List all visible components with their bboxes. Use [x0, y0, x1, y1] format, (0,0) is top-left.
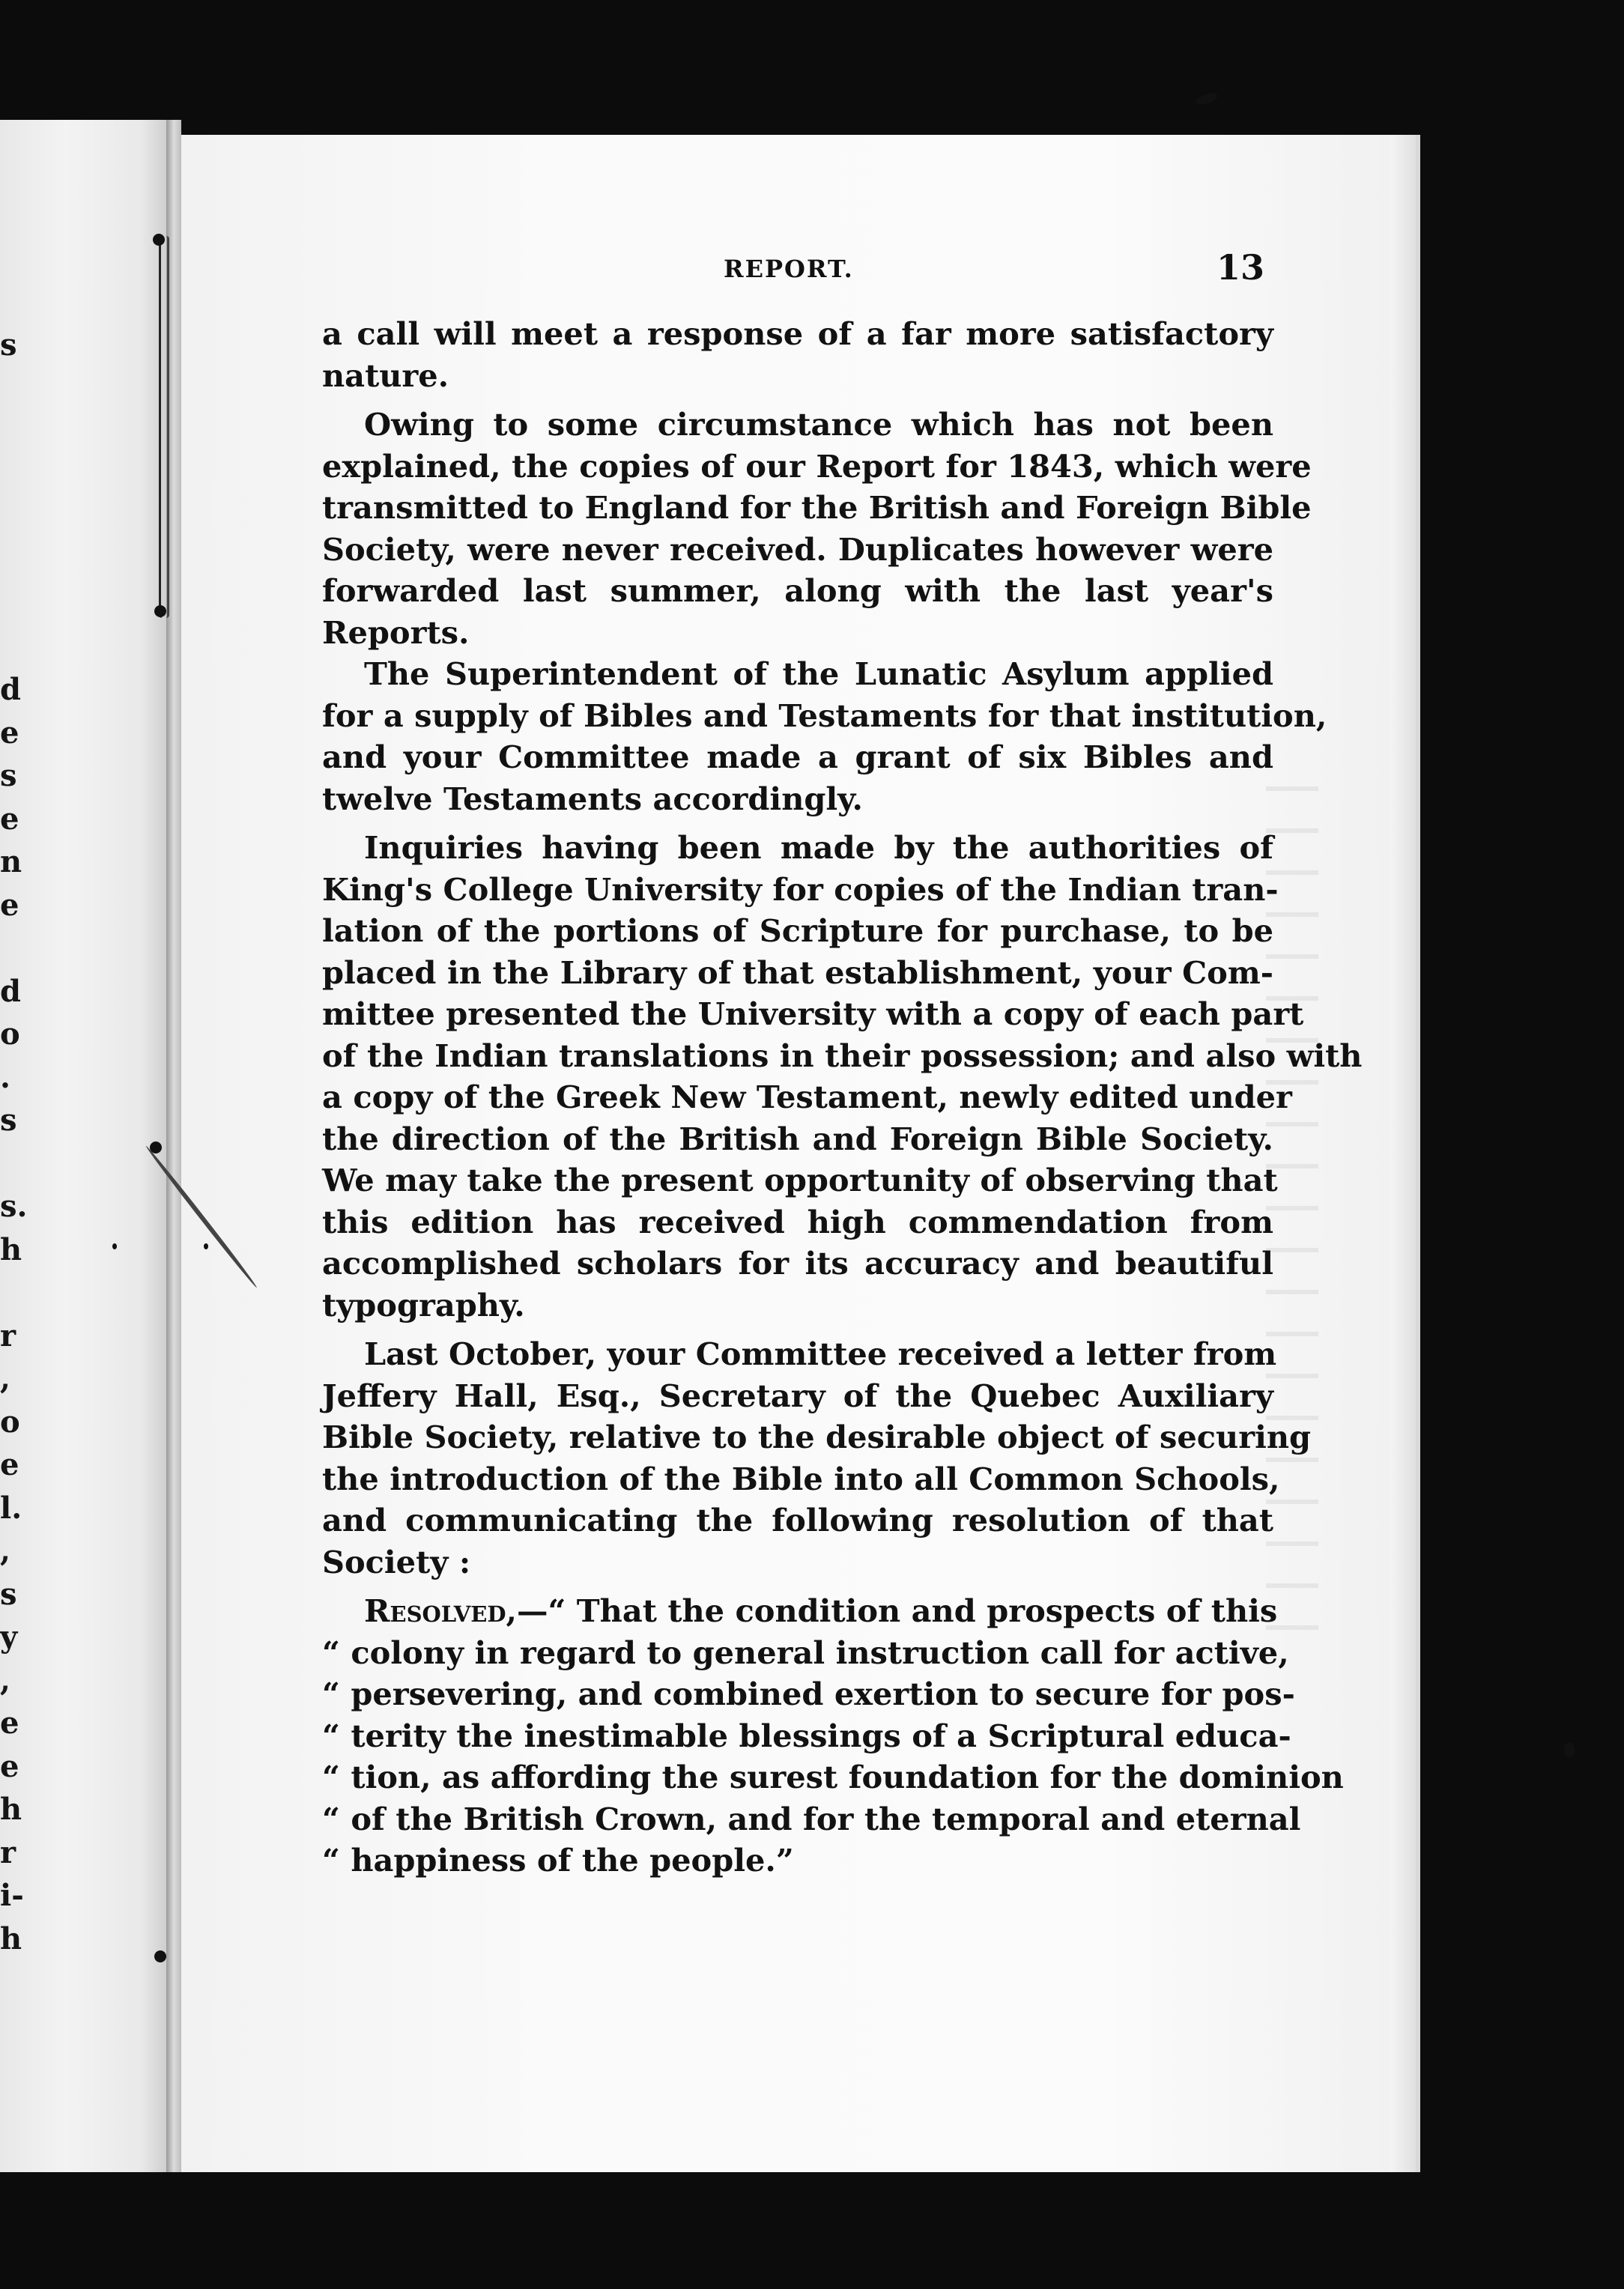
cropped-character: o — [0, 1404, 20, 1440]
cropped-character: e — [0, 1748, 19, 1784]
text-line: Society : — [322, 1543, 471, 1580]
cropped-character: r — [0, 1318, 16, 1353]
cropped-character: h — [0, 1920, 22, 1956]
cropped-character — [0, 410, 45, 453]
text-line: Owing to some circumstance which has not been — [364, 406, 1273, 443]
paragraph — [322, 1333, 1312, 1583]
cropped-character: s — [0, 327, 17, 363]
cropped-character: n — [0, 844, 22, 879]
text-line: typography. — [322, 1286, 525, 1324]
text-line: “ persevering, and combined exertion to secure for pos- — [322, 1676, 1295, 1712]
cropped-character — [0, 367, 45, 410]
cropped-character: r — [0, 1834, 16, 1870]
show-through — [1266, 786, 1318, 1648]
cropped-character — [0, 927, 45, 970]
cropped-character: e — [0, 1706, 19, 1741]
text-line: Jeffery Hall, Esq., Secretary of the Quebec Auxiliary — [322, 1377, 1273, 1414]
text-line: mittee presented the University with a copy of each part — [322, 995, 1304, 1032]
text-line — [322, 1590, 1278, 1632]
paragraph — [322, 404, 1312, 653]
previous-page-edge — [0, 120, 166, 2172]
text-line: this edition has received high commendation from — [322, 1203, 1273, 1240]
cropped-character: d — [0, 973, 21, 1009]
text-line: “ colony in regard to general instruction call for active, — [322, 1634, 1289, 1671]
text-line: placed in the Library of that establishment, your Com- — [322, 954, 1273, 991]
binding-hole — [153, 234, 165, 246]
text-line: King's College University for copies of the Indian tran- — [322, 870, 1279, 908]
cropped-character: s — [0, 758, 17, 793]
text-line: We may take the present opportunity of observing that — [322, 1162, 1278, 1198]
text-line: Reports. — [322, 613, 470, 651]
text-line: The Superintendent of the Lunatic Asylum applied — [364, 655, 1273, 692]
text-line: explained, the copies of our Report for 1843, which were — [322, 447, 1312, 485]
cropped-character: , — [0, 1361, 10, 1396]
paragraph — [322, 827, 1363, 1326]
cropped-character: e — [0, 801, 19, 837]
cropped-character: e — [0, 1447, 19, 1482]
cropped-character — [0, 1271, 45, 1315]
cropped-character: l. — [0, 1490, 22, 1526]
cropped-character: y — [0, 1619, 18, 1655]
cropped-character — [0, 539, 45, 583]
cropped-character — [0, 453, 45, 497]
binding-thread — [159, 236, 169, 618]
cropped-character — [0, 1142, 45, 1186]
quote-text: —“ That the condition and prospects of this — [516, 1592, 1278, 1629]
text-line: transmitted to England for the British and Foreign Bible — [322, 489, 1312, 526]
text-line: Bible Society, relative to the desirable object of securing — [322, 1419, 1312, 1455]
page-header — [319, 247, 1264, 292]
text-line: the direction of the British and Foreign Bible Society. — [322, 1120, 1273, 1157]
cropped-character: h — [0, 1231, 22, 1267]
cropped-character — [0, 625, 45, 669]
cropped-character — [0, 582, 45, 625]
cropped-character: d — [0, 672, 21, 707]
cropped-character: , — [0, 1533, 10, 1568]
text-line: a copy of the Greek New Testament, newly edited under — [322, 1079, 1292, 1115]
text-line: “ tion, as affording the surest foundation for the dominion — [322, 1759, 1344, 1795]
page-number: 13 — [1216, 247, 1264, 288]
cropped-character: s — [0, 1576, 17, 1612]
page-body — [322, 313, 1363, 1882]
binding-hole — [154, 605, 166, 617]
cropped-character: i- — [0, 1878, 24, 1913]
text-line: a call will meet a response of a far more satisfactory — [322, 315, 1273, 352]
cropped-character: , — [0, 1662, 10, 1698]
page-fore-edge — [1390, 135, 1416, 2172]
text-line: for a supply of Bibles and Testaments for that institution, — [322, 697, 1327, 734]
cropped-character: h — [0, 1792, 22, 1827]
cropped-character: e — [0, 887, 19, 923]
cropped-character: s — [0, 1103, 17, 1138]
resolved-label: Resolved, — [364, 1592, 517, 1629]
text-line: “ happiness of the people.” — [322, 1842, 794, 1879]
paragraph — [322, 653, 1327, 819]
text-line: Inquiries having been made by the authorities of — [364, 829, 1273, 866]
cropped-character: o — [0, 1016, 20, 1052]
cropped-character: s. — [0, 1189, 28, 1224]
text-line: and communicating the following resolution of that — [322, 1502, 1273, 1538]
cropped-character: . — [0, 1059, 10, 1095]
text-line: and your Committee made a grant of six Bibles and — [322, 739, 1273, 775]
running-head: REPORT. — [724, 255, 854, 283]
text-line: the introduction of the Bible into all Common Schools, — [322, 1460, 1280, 1497]
text-line: “ terity the inestimable blessings of a Scriptural educa- — [322, 1717, 1291, 1754]
text-line: Society, were never received. Duplicates however were — [322, 530, 1273, 568]
text-line: twelve Testaments accordingly. — [322, 780, 863, 817]
text-line: of the Indian translations in their possession; and also with — [322, 1037, 1363, 1074]
previous-page-cropped-text — [0, 324, 45, 1960]
binding-hole — [154, 1950, 166, 1962]
resolution-quote — [322, 1590, 1344, 1882]
text-line: nature. — [322, 357, 449, 394]
text-line: lation of the portions of Scripture for purchase, to be — [322, 912, 1273, 949]
paragraph — [322, 313, 1273, 396]
cropped-character: e — [0, 715, 19, 751]
text-line: forwarded last summer, along with the last year's — [322, 572, 1273, 609]
text-line: “ of the British Crown, and for the temporal and eternal — [322, 1800, 1301, 1837]
cropped-character — [0, 496, 45, 539]
text-line: accomplished scholars for its accuracy and beautiful — [322, 1245, 1273, 1282]
text-line: Last October, your Committee received a letter from — [364, 1335, 1277, 1372]
